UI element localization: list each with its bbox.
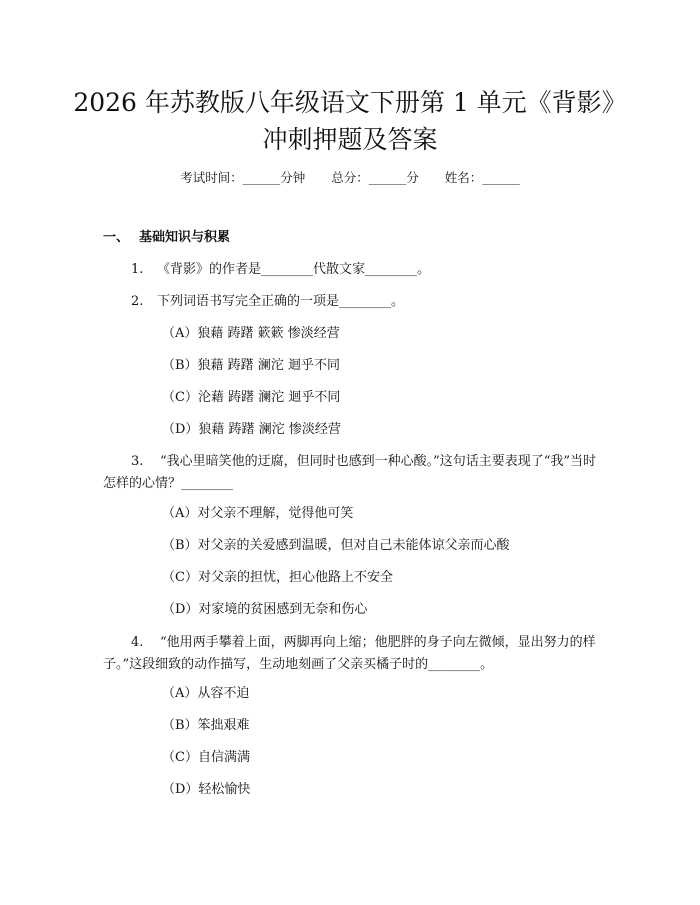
option-2c: （C）沦藉 踌躇 澜沱 迴乎不同 [162, 390, 341, 405]
question-text: 下列词语书写完全正确的一项是________。 [157, 294, 405, 309]
name-field: 姓名：______ [444, 170, 520, 185]
option-2b: （B）狼藉 踌躇 澜沱 迴乎不同 [162, 358, 340, 373]
section-heading [103, 229, 230, 247]
option-4c: （C）自信满满 [162, 750, 250, 765]
question-4 [103, 632, 603, 676]
question-text: “我心里暗笑他的迂腐，但同时也感到一种心酸。”这句话主要表现了“我”当时怎样的心情？________ [103, 454, 597, 491]
exam-meta [0, 169, 700, 187]
question-text: 《背影》的作者是________代散文家________。 [157, 262, 431, 277]
option-4d: （D）轻松愉快 [162, 782, 251, 797]
option-4b: （B）笨拙艰难 [162, 718, 250, 733]
question-number: 3. [131, 454, 144, 469]
exam-time-field: 考试时间：______分钟 [180, 170, 306, 185]
page-title: 2026 年苏教版八年级语文下册第 1 单元《背影》冲刺押题及答案 [73, 88, 627, 154]
total-score-field: 总分：______分 [331, 170, 419, 185]
question-number: 2. [131, 294, 144, 309]
option-2d: （D）狼藉 踌躇 澜沱 惨淡经营 [162, 422, 341, 437]
option-3c: （C）对父亲的担忧，担心他路上不安全 [162, 570, 393, 585]
question-text: “他用两手攀着上面，两脚再向上缩；他肥胖的身子向左微倾，显出努力的样子。”这段细致的动作描写，生动地刻画了父亲买橘子时的________。 [103, 635, 596, 672]
question-number: 1. [131, 262, 144, 277]
option-3d: （D）对家境的贫困感到无奈和伤心 [162, 602, 368, 617]
question-3 [103, 451, 603, 495]
question-2 [131, 291, 404, 313]
section-number: 一、 [103, 230, 130, 245]
question-number: 4. [131, 635, 144, 650]
option-4a: （A）从容不迫 [162, 686, 250, 701]
option-2a: （A）狼藉 踌躇 簌簌 惨淡经营 [162, 326, 340, 341]
question-1 [131, 259, 430, 281]
section-title: 基础知识与积累 [139, 230, 231, 245]
option-3a: （A）对父亲不理解，觉得他可笑 [162, 506, 354, 521]
option-3b: （B）对父亲的关爱感到温暖，但对自己未能体谅父亲而心酸 [162, 538, 510, 553]
